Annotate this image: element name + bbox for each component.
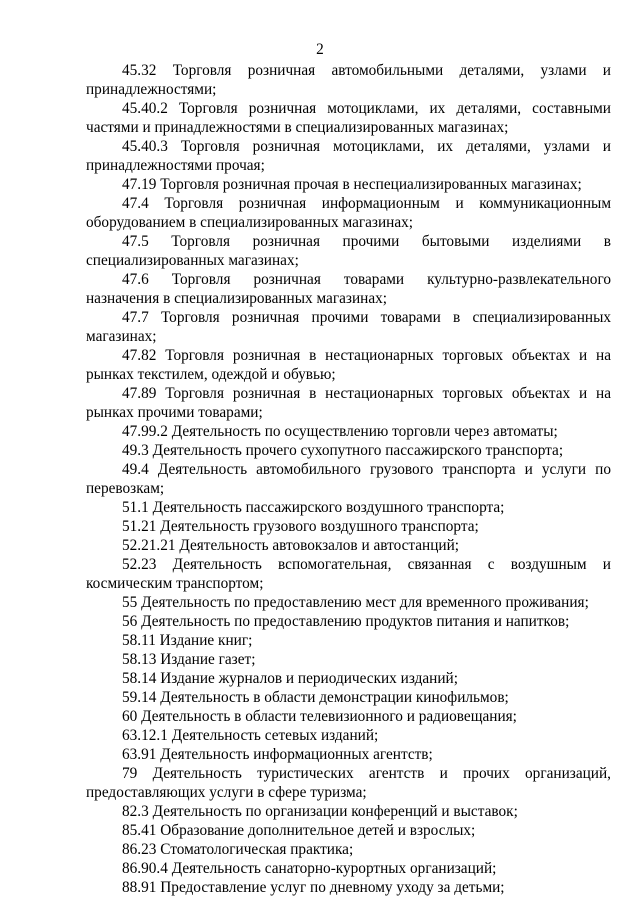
list-item: 49.3 Деятельность прочего сухопутного пассажирского транспорта; [122, 442, 564, 459]
list-item: 47.99.2 Деятельность по осуществлению торговли через автоматы; [122, 423, 558, 440]
list-item: 51.1 Деятельность пассажирского воздушного транспорта; [122, 499, 505, 516]
list-item: 55 Деятельность по предоставлению мест для временного проживания; [122, 594, 589, 611]
list-item: 47.5 Торговля розничная прочими бытовыми изделиями в специализированных магазинах; [86, 233, 611, 269]
activity-code-list [86, 61, 611, 897]
list-item: 47.19 Торговля розничная прочая в неспециализированных магазинах; [122, 176, 582, 193]
list-item: 47.82 Торговля розничная в нестационарных торговых объектах и на рынках текстилем, одеждой и обувью; [86, 347, 611, 383]
list-item: 47.89 Торговля розничная в нестационарных торговых объектах и на рынках прочими товарами; [86, 385, 611, 421]
list-item: 47.7 Торговля розничная прочими товарами в специализированных магазинах; [86, 309, 611, 345]
list-item: 59.14 Деятельность в области демонстрации кинофильмов; [122, 689, 509, 706]
list-item: 45.40.2 Торговля розничная мотоциклами, их деталями, составными частями и принадлежностями в специализированных магазинах; [86, 100, 611, 136]
list-item: 63.12.1 Деятельность сетевых изданий; [122, 727, 379, 744]
list-item: 60 Деятельность в области телевизионного и радиовещания; [122, 708, 517, 725]
list-item: 45.32 Торговля розничная автомобильными деталями, узлами и принадлежностями; [86, 62, 611, 98]
list-item: 45.40.3 Торговля розничная мотоциклами, их деталями, узлами и принадлежностями прочая; [86, 138, 611, 174]
list-item: 52.23 Деятельность вспомогательная, связанная с воздушным и космическим транспортом; [86, 556, 611, 592]
page-number: 2 [316, 41, 324, 58]
list-item: 86.90.4 Деятельность санаторно-курортных организаций; [122, 860, 497, 877]
list-item: 47.6 Торговля розничная товарами культурно-развлекательного назначения в специализированных магазинах; [86, 271, 611, 307]
list-item: 58.13 Издание газет; [122, 651, 256, 668]
list-item: 82.3 Деятельность по организации конференций и выставок; [122, 803, 518, 820]
list-item: 56 Деятельность по предоставлению продуктов питания и напитков; [122, 613, 570, 630]
list-item: 47.4 Торговля розничная информационным и коммуникационным оборудованием в специализированных магазинах; [86, 195, 611, 231]
list-item: 85.41 Образование дополнительное детей и взрослых; [122, 822, 476, 839]
list-item: 58.14 Издание журналов и периодических изданий; [122, 670, 458, 687]
list-item: 49.4 Деятельность автомобильного грузового транспорта и услуги по перевозкам; [86, 461, 611, 497]
list-item: 88.91 Предоставление услуг по дневному уходу за детьми; [122, 879, 505, 896]
list-item: 86.23 Стоматологическая практика; [122, 841, 354, 858]
list-item: 58.11 Издание книг; [122, 632, 253, 649]
list-item: 52.21.21 Деятельность автовокзалов и автостанций; [122, 537, 460, 554]
list-item: 63.91 Деятельность информационных агентств; [122, 746, 433, 763]
list-item: 79 Деятельность туристических агентств и прочих организаций, предоставляющих услуги в сфере туризма; [86, 765, 611, 801]
list-item: 51.21 Деятельность грузового воздушного транспорта; [122, 518, 479, 535]
